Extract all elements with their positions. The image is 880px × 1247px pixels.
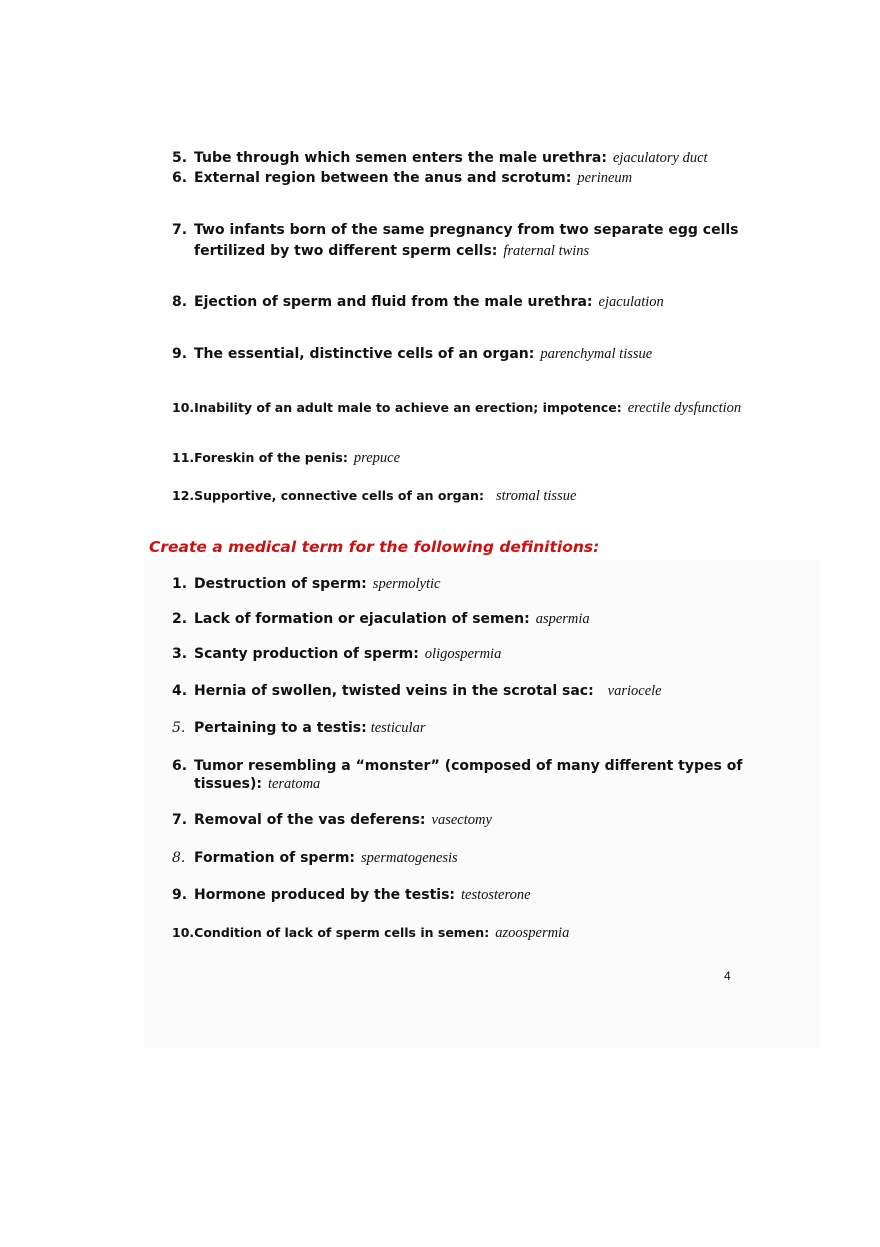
item-number: 11.: [172, 450, 195, 465]
definition-item-10: [172, 399, 772, 417]
answer-text: oligospermia: [424, 646, 502, 662]
term-item-9: [172, 886, 772, 904]
definition-text: Supportive, connective cells of an organ:: [194, 488, 484, 503]
term-item-1: [172, 575, 772, 593]
definition-text-continued: fertilized by two different sperm cells:: [194, 243, 498, 259]
definition-text: Pertaining to a testis:: [194, 720, 367, 736]
item-number: 10.: [172, 925, 195, 940]
answer-text: stromal tissue: [495, 488, 577, 504]
definition-item-8: [172, 293, 772, 311]
answer-text: variocele: [607, 683, 662, 699]
definition-text: Scanty production of sperm:: [194, 646, 419, 662]
term-item-2: [172, 610, 772, 628]
answer-text: erectile dysfunction: [627, 400, 742, 416]
answer-text: fraternal twins: [503, 243, 590, 259]
answer-text: testicular: [370, 720, 426, 736]
answer-text: perineum: [577, 170, 633, 186]
definition-text: Ejection of sperm and fluid from the male urethra:: [194, 294, 593, 310]
item-number: 6.: [172, 170, 188, 186]
definition-item-11: [172, 449, 772, 467]
definition-text: Formation of sperm:: [194, 850, 356, 866]
item-number: 4.: [172, 683, 188, 699]
definition-item-12: [172, 487, 772, 505]
definition-item-7: [172, 221, 772, 260]
item-number: 9.: [172, 887, 188, 903]
term-item-7: [172, 811, 772, 829]
definition-text: Condition of lack of sperm cells in semen:: [194, 925, 490, 940]
definition-text: Tube through which semen enters the male urethra:: [194, 150, 607, 166]
answer-text: parenchymal tissue: [540, 346, 653, 362]
definition-text: The essential, distinctive cells of an organ:: [194, 346, 535, 362]
definition-text: Inability of an adult male to achieve an erection; impotence:: [194, 400, 622, 415]
item-number: 3.: [172, 646, 188, 662]
item-number: 9.: [172, 346, 188, 362]
definition-item-9: [172, 345, 772, 363]
answer-text: testosterone: [461, 887, 531, 903]
term-item-6: [172, 757, 772, 793]
item-number: 10.: [172, 400, 195, 415]
term-item-5: [172, 719, 772, 737]
answer-text: aspermia: [535, 611, 590, 627]
term-item-4: [172, 682, 772, 700]
answer-text: spermatogenesis: [361, 850, 458, 866]
definition-text: Destruction of sperm:: [194, 576, 367, 592]
definition-text: External region between the anus and scrotum:: [194, 170, 572, 186]
definition-item-6: [172, 169, 772, 187]
term-item-8: [172, 849, 772, 867]
item-number: 6.: [172, 758, 188, 774]
answer-text: ejaculatory duct: [612, 150, 708, 166]
definition-text-continued: tissues):: [194, 776, 262, 792]
definition-text: Tumor resembling a “monster” (composed of many different types of: [194, 758, 743, 774]
definition-text: Hormone produced by the testis:: [194, 887, 455, 903]
term-item-10: [172, 924, 772, 942]
definition-text: Lack of formation or ejaculation of semen:: [194, 611, 530, 627]
item-number: 5.: [172, 150, 188, 166]
item-number: 7.: [172, 812, 188, 828]
definition-text: Removal of the vas deferens:: [194, 812, 426, 828]
term-item-3: [172, 645, 772, 663]
page-number: 4: [724, 969, 731, 983]
item-number: 5.: [172, 720, 186, 736]
item-number: 2.: [172, 611, 188, 627]
definition-text: Foreskin of the penis:: [194, 450, 348, 465]
answer-text: spermolytic: [372, 576, 441, 592]
item-number: 1.: [172, 576, 188, 592]
item-number: 12.: [172, 488, 195, 503]
answer-text: teratoma: [267, 776, 321, 792]
shaded-region: [144, 560, 820, 1048]
answer-text: ejaculation: [598, 294, 664, 310]
item-number: 8.: [172, 850, 186, 866]
answer-text: vasectomy: [431, 812, 492, 828]
definition-text: Two infants born of the same pregnancy from two separate egg cells: [194, 222, 739, 238]
item-number: 7.: [172, 222, 188, 238]
definition-text: Hernia of swollen, twisted veins in the scrotal sac:: [194, 683, 594, 699]
section-heading: Create a medical term for the following definitions:: [149, 538, 600, 556]
item-number: 8.: [172, 294, 188, 310]
answer-text: prepuce: [353, 450, 401, 466]
answer-text: azoospermia: [495, 925, 570, 941]
definition-item-5: [172, 149, 772, 167]
